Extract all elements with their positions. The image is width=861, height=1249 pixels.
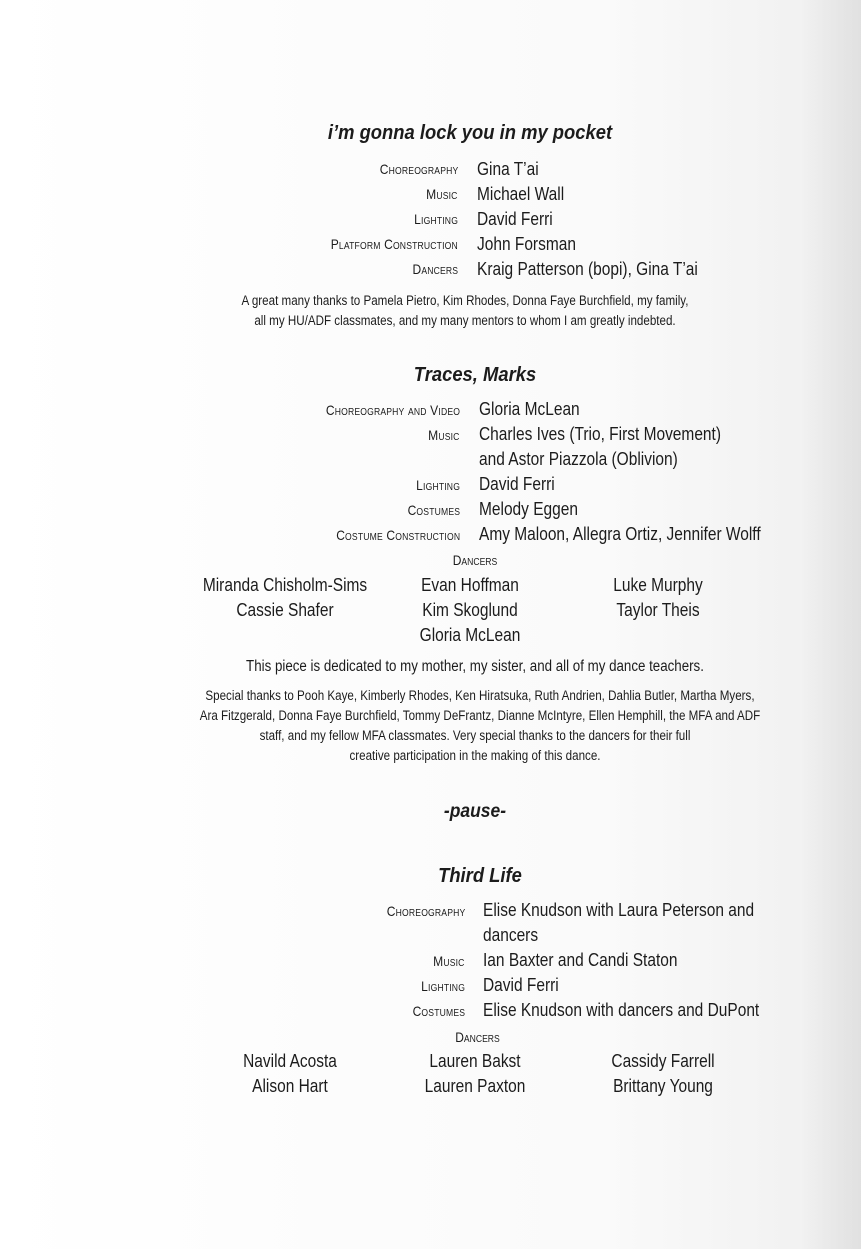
dancer-name: Kim Skoglund — [422, 600, 518, 620]
credit-value: Gloria McLean — [479, 399, 580, 419]
thanks-line: creative participation in the making of this dance. — [349, 748, 601, 763]
credit-role: Choreography — [386, 903, 465, 919]
thanks-line: A great many thanks to Pamela Pietro, Kim Rhodes, Donna Faye Burchfield, my family, — [241, 293, 689, 308]
thanks-line: staff, and my fellow MFA classmates. Very special thanks to the dancers for their full — [259, 728, 691, 743]
credit-value: Ian Baxter and Candi Staton — [483, 950, 678, 970]
credit-role: Music — [433, 953, 465, 969]
credit-value-continued: dancers — [483, 925, 539, 945]
dancer-name: Cassidy Farrell — [611, 1051, 715, 1071]
page-edge-shadow — [801, 0, 861, 1249]
dancer-name: Alison Hart — [252, 1076, 328, 1096]
credit-value: Charles Ives (Trio, First Movement) — [479, 424, 721, 444]
pause-marker: -pause- — [443, 801, 507, 822]
credit-role: Costume Construction — [335, 527, 460, 543]
credit-value: David Ferri — [477, 209, 553, 229]
credit-value: Kraig Patterson (bopi), Gina T’ai — [477, 259, 698, 279]
credit-value: Amy Maloon, Allegra Ortiz, Jennifer Wolff — [479, 524, 761, 544]
credit-role: Choreography — [379, 161, 458, 177]
credit-value: Gina T’ai — [477, 159, 539, 179]
credit-role: Music — [426, 186, 458, 202]
credit-role: Choreography and Video — [325, 402, 460, 418]
dancer-name: Miranda Chisholm-Sims — [202, 575, 368, 595]
credit-role: Costumes — [412, 1003, 465, 1019]
credit-role: Platform Construction — [330, 236, 458, 252]
credit-value: Melody Eggen — [479, 499, 578, 519]
credit-value: David Ferri — [479, 474, 555, 494]
credit-value: John Forsman — [477, 234, 576, 254]
dancer-name: Luke Murphy — [613, 575, 703, 595]
credit-role: Lighting — [416, 477, 460, 493]
piece-title: Third Life — [438, 865, 522, 887]
credit-value: Michael Wall — [477, 184, 565, 204]
credit-role: Lighting — [421, 978, 465, 994]
thanks-line: all my HU/ADF classmates, and my many mentors to whom I am greatly indebted. — [254, 313, 676, 328]
credit-role: Dancers — [412, 261, 458, 277]
dancer-name: Lauren Bakst — [429, 1051, 521, 1071]
dancer-name: Cassie Shafer — [236, 600, 334, 620]
thanks-line: Special thanks to Pooh Kaye, Kimberly Rhodes, Ken Hiratsuka, Ruth Andrien, Dahlia Butler, Martha Myers, — [205, 688, 755, 703]
piece-title: i’m gonna lock you in my pocket — [327, 122, 613, 144]
thanks-line: Ara Fitzgerald, Donna Faye Burchfield, Tommy DeFrantz, Dianne McIntyre, Ellen Hemphill, the MFA and ADF — [199, 708, 761, 723]
credit-role: Costumes — [407, 502, 460, 518]
dancer-name: Lauren Paxton — [424, 1076, 526, 1096]
credit-value: David Ferri — [483, 975, 559, 995]
dedication: This piece is dedicated to my mother, my sister, and all of my dance teachers. — [246, 658, 704, 675]
dancers-heading: Dancers — [452, 552, 498, 568]
piece-title: Traces, Marks — [413, 364, 537, 386]
dancer-name: Evan Hoffman — [421, 575, 519, 595]
credit-role: Lighting — [414, 211, 458, 227]
credit-role: Music — [428, 427, 460, 443]
dancer-name: Gloria McLean — [419, 625, 521, 645]
credit-value: Elise Knudson with dancers and DuPont — [483, 1000, 760, 1020]
dancers-heading: Dancers — [455, 1029, 500, 1045]
dancer-name: Brittany Young — [613, 1076, 713, 1096]
dancer-name: Navild Acosta — [243, 1051, 337, 1071]
credit-value-continued: and Astor Piazzola (Oblivion) — [479, 449, 678, 469]
dancer-name: Taylor Theis — [616, 600, 700, 620]
credit-value: Elise Knudson with Laura Peterson and — [483, 900, 755, 920]
